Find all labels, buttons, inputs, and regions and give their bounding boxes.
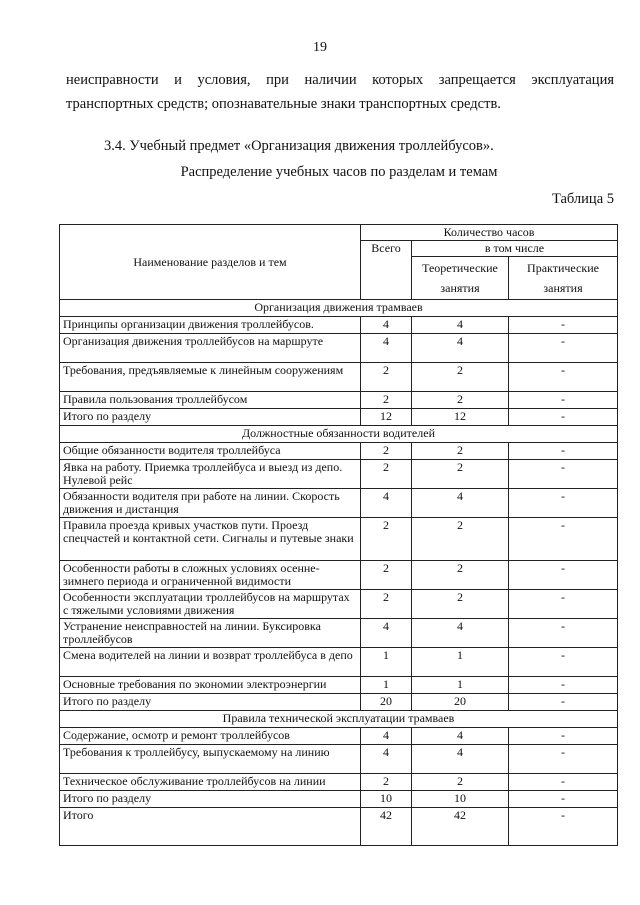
header-name: Наименование разделов и тем bbox=[60, 225, 361, 300]
row-practice: - bbox=[509, 774, 618, 791]
row-name: Требования, предъявляемые к линейным сооружениям bbox=[60, 363, 361, 392]
row-total: 12 bbox=[361, 409, 412, 426]
section-title: Правила технической эксплуатации трамваев bbox=[60, 711, 618, 728]
section-title: Организация движения трамваев bbox=[60, 300, 618, 317]
row-practice: - bbox=[509, 694, 618, 711]
row-total: 1 bbox=[361, 677, 412, 694]
row-practice: - bbox=[509, 489, 618, 518]
table-label: Таблица 5 bbox=[551, 191, 614, 207]
row-name: Итого по разделу bbox=[60, 694, 361, 711]
row-practice: - bbox=[509, 728, 618, 745]
table-row bbox=[60, 590, 618, 619]
row-total: 4 bbox=[361, 489, 412, 518]
table-row bbox=[60, 363, 618, 392]
row-practice: - bbox=[509, 334, 618, 363]
row-name: Итого bbox=[60, 808, 361, 846]
table-row-grand-total bbox=[60, 808, 618, 846]
intro-line-2: транспортных средств; опознавательные знаки транспортных средств. bbox=[66, 96, 501, 112]
row-theory: 10 bbox=[412, 791, 509, 808]
row-name: Общие обязанности водителя троллейбуса bbox=[60, 443, 361, 460]
row-theory: 12 bbox=[412, 409, 509, 426]
row-practice: - bbox=[509, 363, 618, 392]
table-row bbox=[60, 460, 618, 489]
row-practice: - bbox=[509, 443, 618, 460]
row-theory: 2 bbox=[412, 443, 509, 460]
row-name: Техническое обслуживание троллейбусов на линии bbox=[60, 774, 361, 791]
header-including: в том числе bbox=[412, 241, 618, 257]
row-total: 42 bbox=[361, 808, 412, 846]
row-theory: 2 bbox=[412, 561, 509, 590]
table-row bbox=[60, 392, 618, 409]
row-theory: 2 bbox=[412, 590, 509, 619]
row-theory: 4 bbox=[412, 728, 509, 745]
row-name: Основные требования по экономии электроэнергии bbox=[60, 677, 361, 694]
row-theory: 1 bbox=[412, 677, 509, 694]
table-row bbox=[60, 648, 618, 677]
row-theory: 4 bbox=[412, 619, 509, 648]
table-row bbox=[60, 791, 618, 808]
row-theory: 20 bbox=[412, 694, 509, 711]
row-practice: - bbox=[509, 648, 618, 677]
table-row bbox=[60, 409, 618, 426]
table-row bbox=[60, 518, 618, 561]
row-total: 1 bbox=[361, 648, 412, 677]
row-total: 2 bbox=[361, 590, 412, 619]
row-total: 2 bbox=[361, 443, 412, 460]
row-total: 2 bbox=[361, 363, 412, 392]
row-practice: - bbox=[509, 317, 618, 334]
row-practice: - bbox=[509, 460, 618, 489]
row-theory: 2 bbox=[412, 460, 509, 489]
row-total: 4 bbox=[361, 745, 412, 774]
row-total: 2 bbox=[361, 460, 412, 489]
table-row bbox=[60, 728, 618, 745]
row-practice: - bbox=[509, 745, 618, 774]
row-theory: 42 bbox=[412, 808, 509, 846]
table-row bbox=[60, 694, 618, 711]
row-name: Смена водителей на линии и возврат троллейбуса в депо bbox=[60, 648, 361, 677]
table-row bbox=[60, 745, 618, 774]
row-total: 4 bbox=[361, 619, 412, 648]
row-practice: - bbox=[509, 518, 618, 561]
row-practice: - bbox=[509, 791, 618, 808]
row-name: Правила проезда кривых участков пути. Проезд спецчастей и контактной сети. Сигналы и путевые знаки bbox=[60, 518, 361, 561]
row-name: Требования к троллейбусу, выпускаемому на линию bbox=[60, 745, 361, 774]
row-theory: 4 bbox=[412, 745, 509, 774]
row-practice: - bbox=[509, 561, 618, 590]
row-total: 2 bbox=[361, 774, 412, 791]
table-row bbox=[60, 774, 618, 791]
row-theory: 2 bbox=[412, 392, 509, 409]
row-total: 4 bbox=[361, 728, 412, 745]
row-practice: - bbox=[509, 808, 618, 846]
table-row bbox=[60, 619, 618, 648]
table-heading: Распределение учебных часов по разделам и темам bbox=[180, 164, 498, 180]
table-row bbox=[60, 334, 618, 363]
row-total: 2 bbox=[361, 518, 412, 561]
row-theory: 2 bbox=[412, 363, 509, 392]
row-name: Правила пользования троллейбусом bbox=[60, 392, 361, 409]
row-practice: - bbox=[509, 392, 618, 409]
row-name: Явка на работу. Приемка троллейбуса и выезд из депо. Нулевой рейс bbox=[60, 460, 361, 489]
row-total: 20 bbox=[361, 694, 412, 711]
hours-table bbox=[59, 224, 618, 846]
row-total: 2 bbox=[361, 392, 412, 409]
intro-line-1: неисправности и условия, при наличии которых запрещается эксплуатация bbox=[66, 72, 614, 88]
table-row bbox=[60, 561, 618, 590]
row-name: Особенности эксплуатации троллейбусов на маршрутах с тяжелыми условиями движения bbox=[60, 590, 361, 619]
table-row bbox=[60, 489, 618, 518]
row-name: Итого по разделу bbox=[60, 791, 361, 808]
row-name: Обязанности водителя при работе на линии. Скорость движения и дистанция bbox=[60, 489, 361, 518]
row-total: 4 bbox=[361, 334, 412, 363]
header-hours: Количество часов bbox=[361, 225, 618, 241]
row-total: 2 bbox=[361, 561, 412, 590]
header-total: Всего bbox=[361, 241, 412, 300]
row-practice: - bbox=[509, 677, 618, 694]
row-name: Итого по разделу bbox=[60, 409, 361, 426]
header-practice: Практические занятия bbox=[509, 257, 618, 300]
row-name: Содержание, осмотр и ремонт троллейбусов bbox=[60, 728, 361, 745]
section-heading: 3.4. Учебный предмет «Организация движения троллейбусов». bbox=[104, 138, 494, 154]
row-theory: 4 bbox=[412, 334, 509, 363]
row-theory: 2 bbox=[412, 774, 509, 791]
row-name: Организация движения троллейбусов на маршруте bbox=[60, 334, 361, 363]
table-row bbox=[60, 677, 618, 694]
table-row bbox=[60, 443, 618, 460]
page-number: 19 bbox=[313, 40, 327, 55]
row-total: 4 bbox=[361, 317, 412, 334]
row-name: Принципы организации движения троллейбусов. bbox=[60, 317, 361, 334]
header-theory: Теоретические занятия bbox=[412, 257, 509, 300]
row-theory: 4 bbox=[412, 489, 509, 518]
row-practice: - bbox=[509, 409, 618, 426]
row-name: Устранение неисправностей на линии. Буксировка троллейбусов bbox=[60, 619, 361, 648]
row-name: Особенности работы в сложных условиях осенне-зимнего периода и ограниченной видимости bbox=[60, 561, 361, 590]
row-practice: - bbox=[509, 590, 618, 619]
table-row bbox=[60, 317, 618, 334]
row-theory: 4 bbox=[412, 317, 509, 334]
row-total: 10 bbox=[361, 791, 412, 808]
section-title: Должностные обязанности водителей bbox=[60, 426, 618, 443]
row-practice: - bbox=[509, 619, 618, 648]
row-theory: 1 bbox=[412, 648, 509, 677]
row-theory: 2 bbox=[412, 518, 509, 561]
